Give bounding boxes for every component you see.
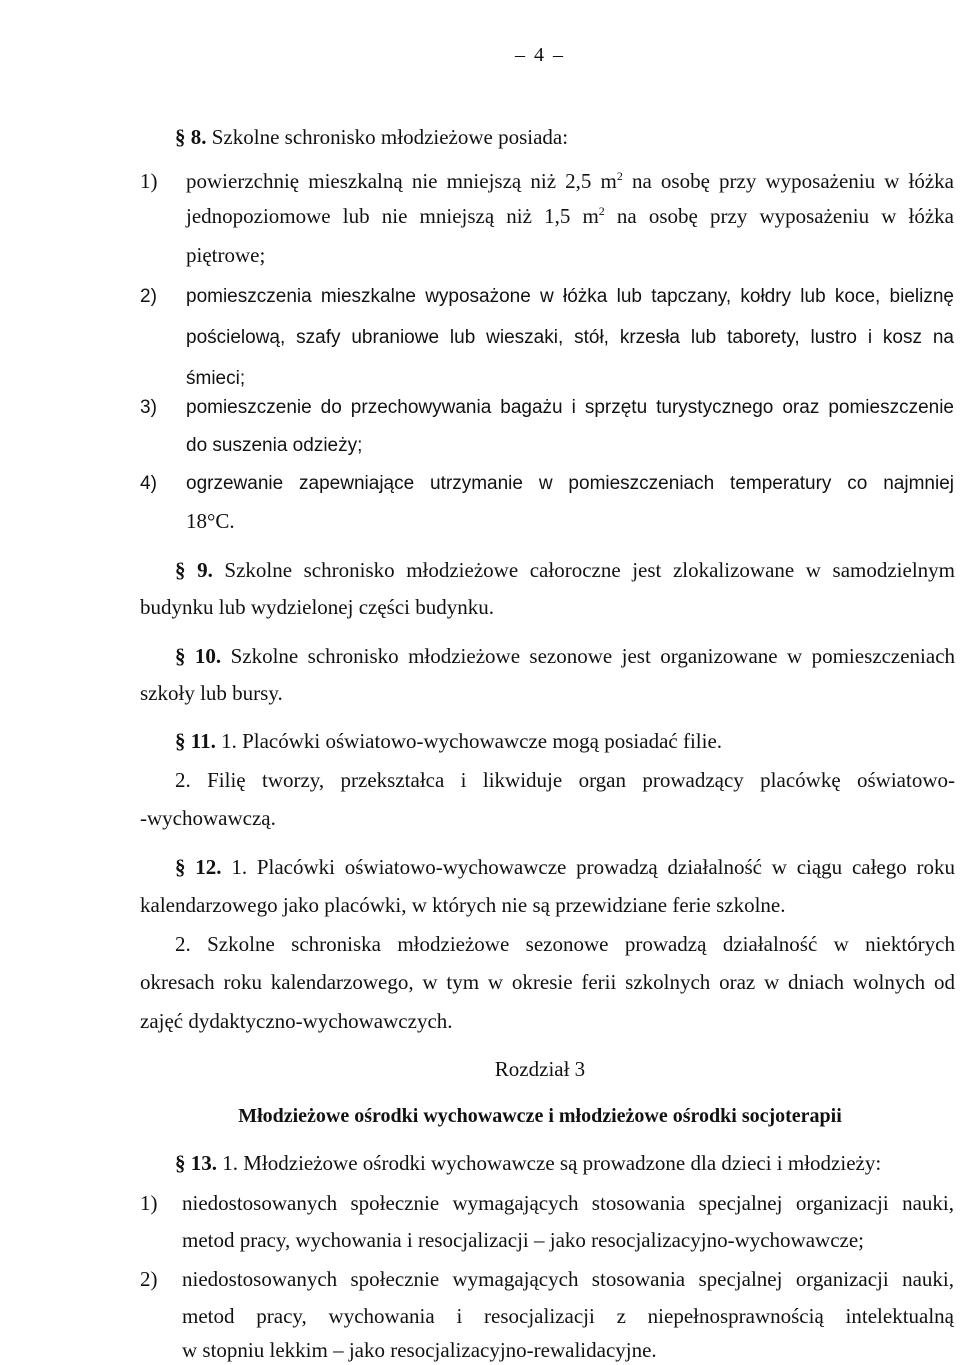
par9-sign: § 9. [175, 558, 213, 582]
par12-p1-line1 [175, 857, 955, 878]
par8-item2-line3: śmieci; [186, 368, 246, 389]
par8-intro [175, 127, 568, 148]
text: 1. Młodzieżowe ośrodki wychowawcze są prowadzone dla dzieci i młodzieży: [222, 1151, 882, 1175]
text: Szkolne schronisko młodzieżowe sezonowe jest organizowane w pomieszczeniach [230, 644, 956, 668]
par13-sign: § 13. [175, 1151, 217, 1175]
par11-p2-line1: 2. Filię tworzy, przekształca i likwiduje organ prowadzący placówkę oświatowo- [175, 768, 955, 792]
text: Szkolne schronisko młodzieżowe całoroczne jest zlokalizowane w samodzielnym [224, 558, 956, 582]
par8-item3-line1: pomieszczenie do przechowywania bagażu i sprzętu turystycznego oraz pomieszczenie [186, 397, 954, 418]
par12-p2-line2: okresach roku kalendarzowego, w tym w okresie ferii szkolnych oraz w dniach wolnych od [140, 970, 955, 994]
par9-line2: budynku lub wydzielonej części budynku. [140, 595, 495, 619]
chapter-title: Rozdział 3 [494, 1057, 586, 1081]
par9-line1 [175, 560, 955, 581]
par13-item2-line3: w stopniu lekkim – jako resocjalizacyjno-rewalidacyjne. [182, 1338, 657, 1362]
par12-p2-line3: zajęć dydaktyczno-wychowawczych. [140, 1009, 453, 1033]
par8-item1-line3: piętrowe; [186, 243, 266, 267]
par8-item4-line1: ogrzewanie zapewniające utrzymanie w pomieszczeniach temperatury co najmniej [186, 473, 954, 494]
par13-item1-line1: niedostosowanych społecznie wymagających stosowania specjalnej organizacji nauki, [182, 1191, 954, 1215]
par8-item2-line1: pomieszczenia mieszkalne wyposażone w łóżka lub tapczany, kołdry lub koce, bieliznę [186, 286, 954, 307]
par8-sign: § 8. [175, 125, 207, 149]
par8-item2-line2: pościelową, szafy ubraniowe lub wieszaki, stół, krzesła lub taborety, lustro i kosz na [186, 327, 954, 348]
par8-item4-number: 4) [140, 473, 157, 494]
par11-p2-line2: -wychowawczą. [140, 806, 276, 830]
text: 1. Placówki oświatowo-wychowawcze mogą posiadać filie. [221, 729, 723, 753]
superscript: 2 [598, 204, 605, 218]
par8-item2-number: 2) [140, 286, 157, 307]
chapter-subtitle: Młodzieżowe ośrodki wychowawcze i młodzieżowe ośrodki socjoterapii [238, 1105, 842, 1127]
par13-item2-line2: metod pracy, wychowania i resocjalizacji z niepełnosprawnością intelektualną [182, 1304, 954, 1328]
par13-intro [175, 1153, 881, 1174]
par8-item1-number: 1) [140, 169, 158, 193]
text: powierzchnię mieszkalną nie mniejszą niż 2,5 m [186, 169, 617, 193]
par8-item1-line2 [186, 206, 954, 227]
text: jednopoziomowe lub nie mniejszą niż 1,5 m [186, 204, 599, 228]
superscript: 2 [616, 169, 623, 183]
par10-sign: § 10. [175, 644, 222, 668]
par13-item1-line2: metod pracy, wychowania i resocjalizacji – jako resocjalizacyjno-wychowawcze; [182, 1228, 864, 1252]
par8-item3-line2: do suszenia odzieży; [186, 435, 363, 456]
par8-item1-line1 [186, 171, 954, 192]
par12-sign: § 12. [175, 855, 222, 879]
par13-item2-line1: niedostosowanych społecznie wymagających stosowania specjalnej organizacji nauki, [182, 1267, 954, 1291]
par10-line1 [175, 646, 955, 667]
par11-sign: § 11. [175, 729, 216, 753]
par13-item2-number: 2) [140, 1267, 158, 1291]
par12-p1-line2: kalendarzowego jako placówki, w których nie są przewidziane ferie szkolne. [140, 893, 786, 917]
par13-item1-number: 1) [140, 1191, 158, 1215]
par8-intro-text: Szkolne schronisko młodzieżowe posiada: [211, 125, 569, 149]
par8-item4-line2: 18°C. [186, 509, 235, 533]
par8-item3-number: 3) [140, 397, 157, 418]
par12-p2-line1: 2. Szkolne schroniska młodzieżowe sezonowe prowadzą działalność w niektórych [175, 932, 955, 956]
page-number: – 4 – [515, 44, 565, 66]
text: na osobę przy wyposażeniu w łóżka [604, 204, 954, 228]
par10-line2: szkoły lub bursy. [140, 681, 283, 705]
par11-p1 [175, 731, 722, 752]
text: na osobę przy wyposażeniu w łóżka [622, 169, 955, 193]
text: 1. Placówki oświatowo-wychowawcze prowadzą działalność w ciągu całego roku [231, 855, 956, 879]
